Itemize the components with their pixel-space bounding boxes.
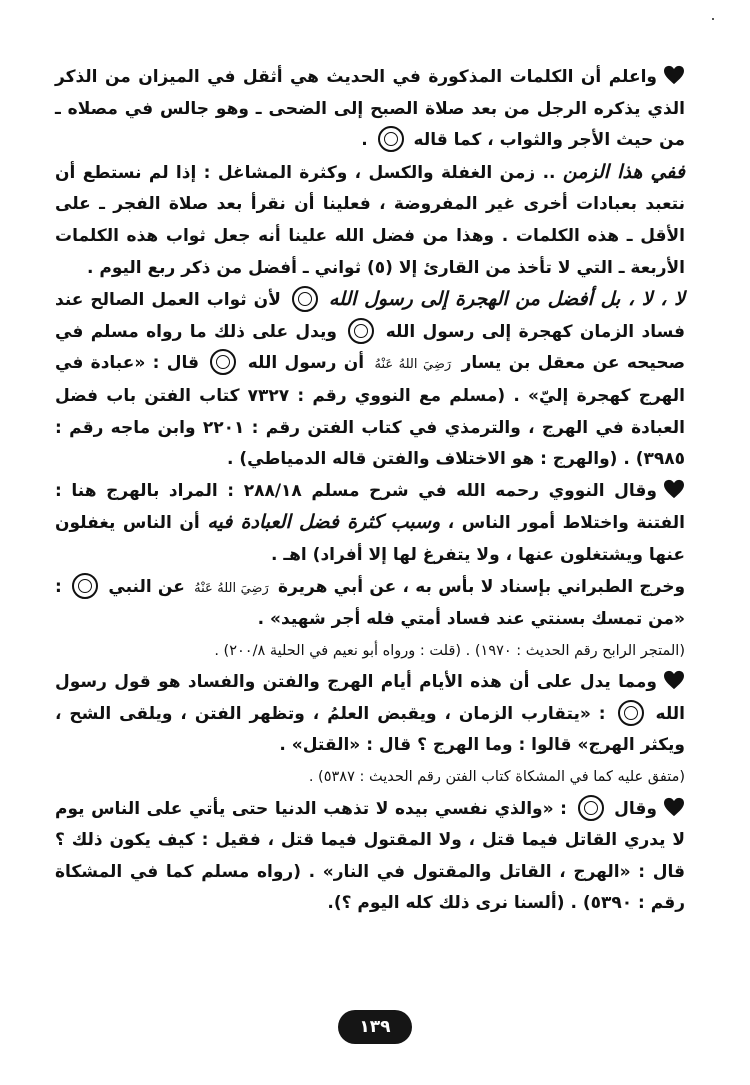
text-run: .. زمن الغفلة والكسل ، وكثرة المشاغل : إذا لم نستطع أن نتعبد بعبادات أخرى غير المفروضة ، فعلينا أن نقرأ بعد صلاة الفجر ـ على الأقل ـ هذه الكلمات . وهذا من فضل الله علينا أنه جعل ثواب هذه الكلمات الأربعة ـ التي لا تأخذ من القارئ إلا (٥) ثواني ـ أفضل من ذكر ربع اليوم .	[55, 162, 685, 278]
paragraph	[55, 157, 685, 284]
text-run: ويدل على ذلك ما رواه مسلم في صحيحه عن معقل بن يسار	[55, 321, 686, 374]
paragraph	[55, 572, 685, 636]
heart-icon	[663, 65, 685, 85]
text-run: : «والذي نفسي بيده لا تذهب الدنيا حتى يأتي على الناس يوم لا يدري القاتل فيما قتل ، ولا المقتول فيما قتل ، فقيل : كيف يكون ذلك ؟ قال : «الهرج ، القاتل والمقتول في النار» . (رواه مسلم كما في المشكاة رقم : ٥٣٩٠) . (ألسنا نرى ذلك كله اليوم ؟).	[55, 798, 685, 914]
salla-seal-icon	[378, 126, 404, 152]
text-run: : «يتقارب الزمان ، ويقبض العلمُ ، وتظهر الفتن ، ويلقى الشح ، ويكثر الهرج» قالوا : وما الهرج ؟ قال : «القتل» .	[55, 703, 685, 756]
paragraph	[55, 762, 685, 794]
page-number: ١٣٩	[338, 1010, 412, 1044]
heart-icon	[663, 670, 685, 690]
paragraph	[55, 667, 685, 762]
salla-seal-icon	[618, 700, 644, 726]
text-run: أن الناس يغفلون عنها ويشتغلون عنها ، ولا يتفرغ لها إلا أفراد) اهـ .	[55, 513, 685, 565]
page-body	[55, 62, 685, 920]
text-run: .	[361, 130, 368, 151]
paragraph	[55, 284, 685, 476]
text-run: : «من تمسك بسنتي عند فساد أمتي فله أجر شهيد» .	[55, 576, 685, 630]
emphasis-text: ففي هذا الزمن	[562, 160, 686, 183]
text-run: قال : «عبادة في الهرج كهجرة إليّ» . (مسلم مع النووي رقم : ٧٣٢٧ كتاب الفتن باب فضل العبادة في الهرج ، والترمذي في كتاب الفتن رقم : ٢٢٠١ وابن ماجه رقم : ٣٩٨٥) . (والهرج : هو الاختلاف والفتن قاله الدمياطي) .	[55, 353, 685, 470]
text-run: واعلم أن الكلمات المذكورة في الحديث هي أثقل في الميزان من الذكر الذي يذكره الرجل من بعد صلاة الصبح إلى الضحى ـ وهو جالس في مصلاه ـ من حيث الأجر والثواب ، كما قاله	[55, 67, 685, 151]
text-run: لأن ثواب العمل الصالح عند فساد الزمان كهجرة إلى رسول الله	[55, 290, 686, 342]
salla-seal-icon	[578, 795, 604, 821]
text-run: وقال النووي رحمه الله في شرح مسلم ٢٨٨/١٨ : المراد بالهرج هنا : الفتنة واختلاط أمور الناس ،	[55, 480, 685, 534]
paragraph	[55, 794, 685, 920]
emphasis-text: لا ، لا ، بل أفضل من الهجرة إلى رسول الله	[328, 288, 685, 311]
salla-seal-icon	[72, 573, 98, 599]
text-run: ومما يدل على أن هذه الأيام أيام الهرج والفتن والفساد هو قول رسول الله	[55, 672, 686, 724]
paragraph	[55, 636, 685, 668]
heart-icon	[663, 797, 685, 817]
scan-speck	[712, 18, 714, 20]
radi-honorific: رَضِيَ اللهُ عَنْهُ	[374, 357, 452, 373]
radi-honorific: رَضِيَ اللهُ عَنْهُ	[194, 580, 269, 596]
emphasis-text: وسبب كثرة فضل العبادة فيه	[207, 511, 441, 534]
salla-seal-icon	[348, 318, 374, 344]
paragraph	[55, 62, 685, 157]
text-run: أن رسول الله	[247, 353, 365, 374]
text-run: (المتجر الرابح رقم الحديث : ١٩٧٠) . (قلت : ورواه أبو نعيم في الحلية ٢٠٠/٨) .	[214, 642, 685, 659]
text-run: عن النبي	[108, 576, 185, 597]
page-footer	[0, 1010, 750, 1044]
salla-seal-icon	[292, 286, 318, 312]
text-run: وقال	[614, 798, 658, 819]
heart-icon	[663, 479, 685, 499]
salla-seal-icon	[210, 349, 236, 375]
text-run: (متفق عليه كما في المشكاة كتاب الفتن رقم الحديث : ٥٣٨٧) .	[308, 769, 685, 786]
text-run: وخرج الطبراني بإسناد لا بأس به ، عن أبي هريرة	[278, 576, 686, 597]
paragraph	[55, 476, 685, 572]
